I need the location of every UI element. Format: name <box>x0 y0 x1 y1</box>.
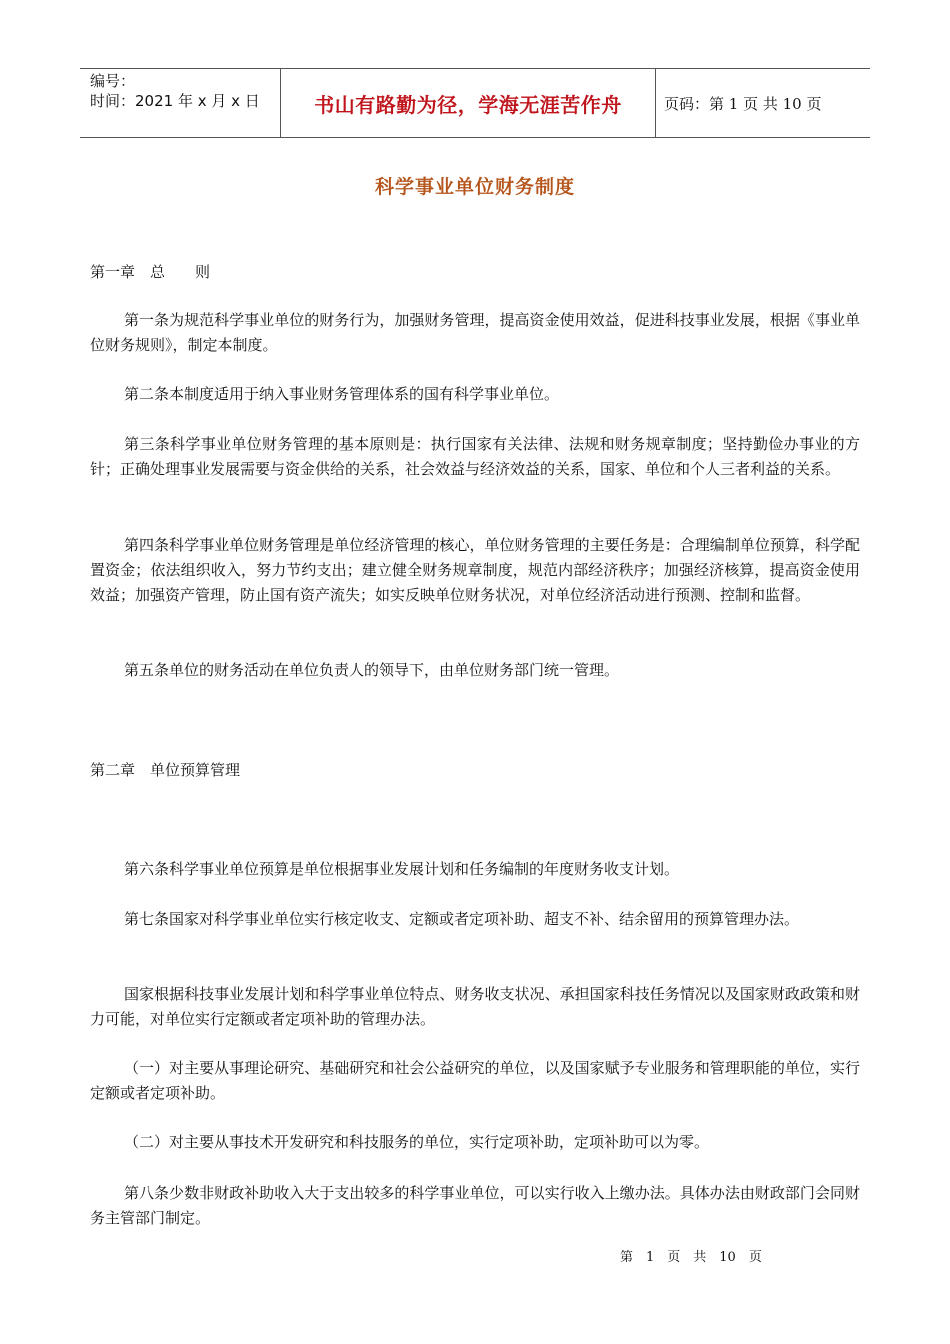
article-paragraph: 第四条科学事业单位财务管理是单位经济管理的核心，单位财务管理的主要任务是：合理编制单位预算，科学配置资金；依法组织收入，努力节约支出；建立健全财务规章制度，规范内部经济秩序；加强经济核算，提高资金使用效益；加强资产管理，防止国有资产流失；如实反映单位财务状况，对单位经济活动进行预测、控制和监督。 <box>90 536 860 604</box>
article-paragraph: 第五条单位的财务活动在单位负责人的领导下，由单位财务部门统一管理。 <box>124 661 620 679</box>
document-title: 科学事业单位财务制度 <box>374 176 575 198</box>
article-paragraph: 第二条本制度适用于纳入事业财务管理体系的国有科学事业单位。 <box>124 385 560 403</box>
page-footer: 第 1 页 共 10 页 <box>620 1250 762 1265</box>
chapter-heading: 第一章 总 则 <box>90 263 211 281</box>
article-paragraph: 第三条科学事业单位财务管理的基本原则是：执行国家有关法律、法规和财务规章制度；坚持勤俭办事业的方针；正确处理事业发展需要与资金供给的关系，社会效益与经济效益的关系，国家、单位和个人三者利益的关系。 <box>90 435 860 478</box>
list-item: （一）对主要从事理论研究、基础研究和社会公益研究的单位，以及国家赋予专业服务和管理职能的单位，实行定额或者定项补助。 <box>90 1059 860 1102</box>
article-paragraph: 第六条科学事业单位预算是单位根据事业发展计划和任务编制的年度财务收支计划。 <box>124 860 680 878</box>
article-paragraph: 第一条为规范科学事业单位的财务行为，加强财务管理，提高资金使用效益，促进科技事业发展，根据《事业单位财务规则》，制定本制度。 <box>90 311 860 354</box>
document-number: 编号： <box>90 72 136 90</box>
header-motto: 书山有路勤为径，学海无涯苦作舟 <box>280 69 656 137</box>
header-page-number: 页码：第 1 页 共 10 页 <box>664 94 822 113</box>
chapter-heading: 第二章 单位预算管理 <box>90 761 241 779</box>
article-paragraph: 国家根据科技事业发展计划和科学事业单位特点、财务收支状况、承担国家科技任务情况以及国家财政政策和财力可能，对单位实行定额或者定项补助的管理办法。 <box>90 985 860 1028</box>
list-item: （二）对主要从事技术开发研究和科技服务的单位，实行定项补助，定项补助可以为零。 <box>124 1133 710 1151</box>
article-paragraph: 第七条国家对科学事业单位实行核定收支、定额或者定项补助、超支不补、结余留用的预算管理办法。 <box>124 910 800 928</box>
header-meta <box>80 69 280 137</box>
document-date: 时间：2021 年 x 月 x 日 <box>90 92 260 110</box>
article-paragraph: 第八条少数非财政补助收入大于支出较多的科学事业单位，可以实行收入上缴办法。具体办法由财政部门会同财务主管部门制定。 <box>90 1184 860 1227</box>
page-header <box>80 68 870 138</box>
